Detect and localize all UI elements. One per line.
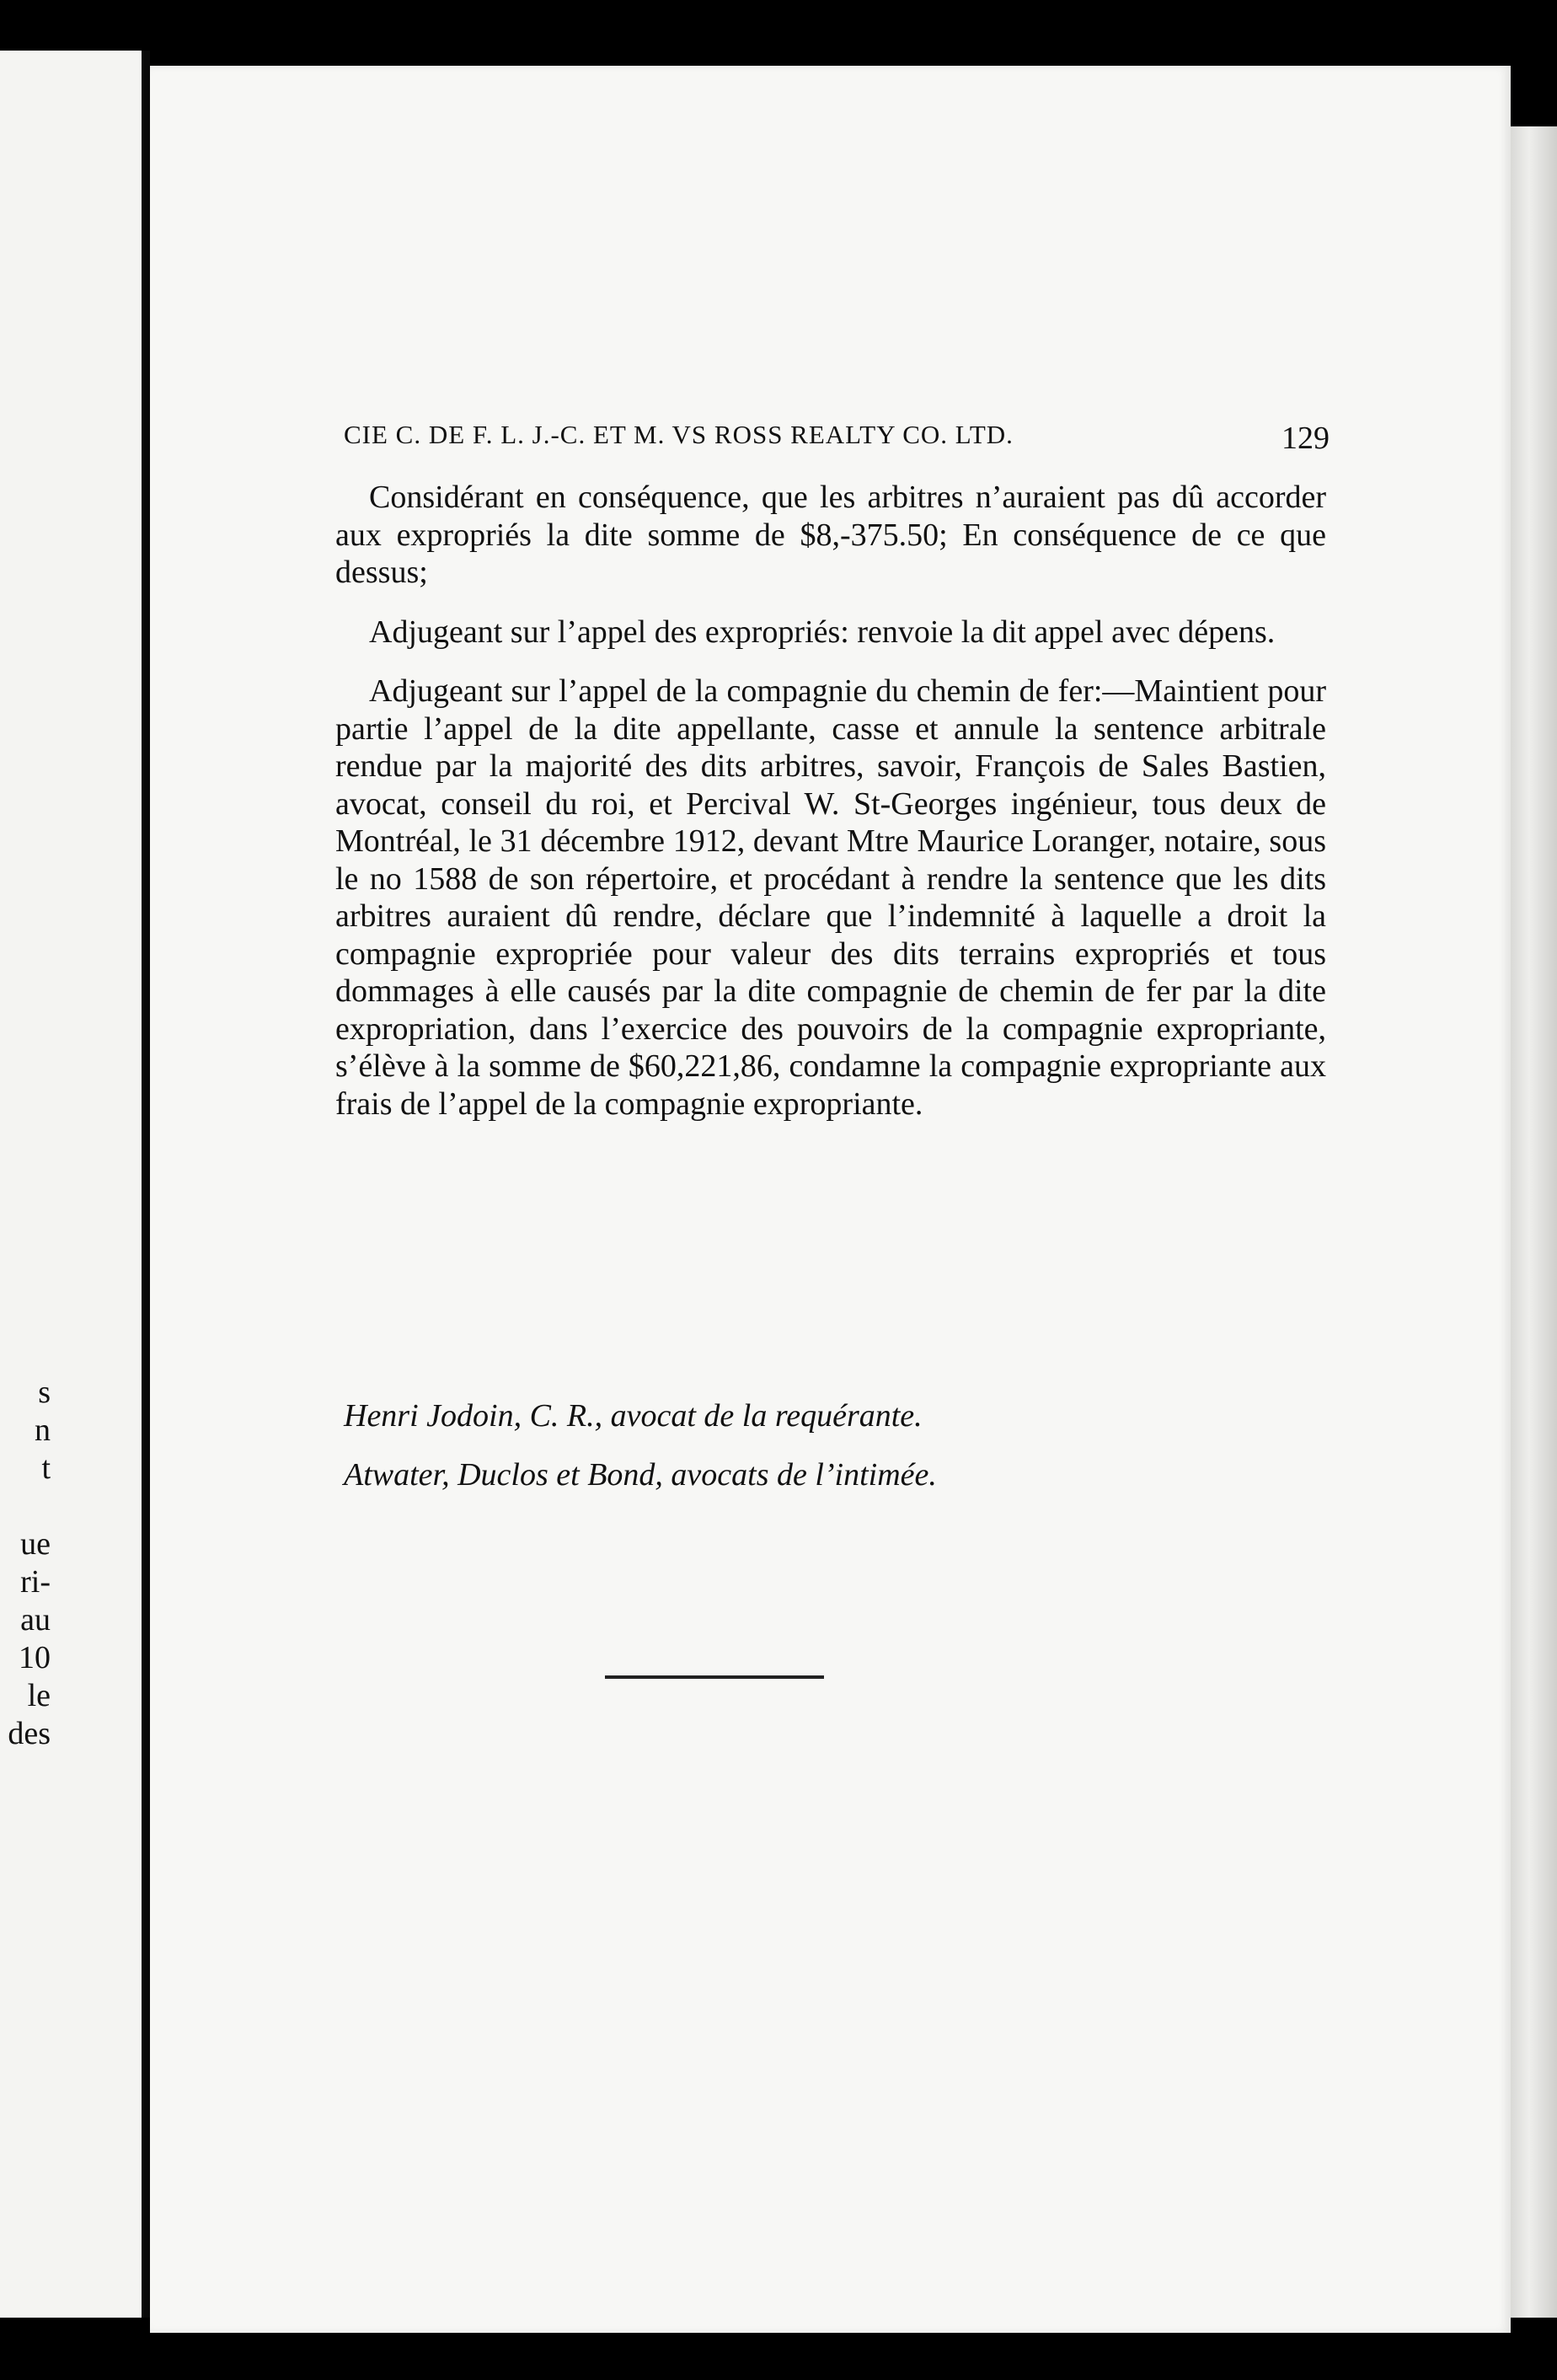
fragment-line: 10	[19, 1640, 51, 1675]
fragment-line	[0, 1488, 51, 1525]
end-rule	[605, 1675, 824, 1679]
fragment-line: s	[38, 1375, 51, 1410]
previous-page-text	[0, 1374, 51, 1753]
fragment-line: t	[41, 1450, 51, 1486]
paragraph: Adjugeant sur l’appel des expropriés: renvoie la dit appel avec dépens.	[369, 614, 1276, 650]
fragment-line: au	[20, 1602, 51, 1638]
fragment-line: le	[27, 1678, 51, 1713]
fragment-line: ri-	[20, 1564, 51, 1600]
fragment-line: n	[35, 1412, 51, 1448]
header-title: CIE C. DE F. L. J.-C. ET M. VS ROSS REALTY CO. LTD.	[344, 420, 1014, 449]
page-edge	[1511, 126, 1557, 2318]
paragraph: Adjugeant sur l’appel de la compagnie du chemin de fer:—Maintient pour partie l’appel de la dite appellante, casse et annule la sentence arbitrale rendue par la majorité des dits arbitres, savoir, François de Sales Bastien, avocat, conseil du roi, et Percival W. St-Georges ingénieur, tous deux de Montréal, le 31 décembre 1912, devant Mtre Maurice Loranger, notaire, sous le no 1588 de son répertoire, et procédant à rendre la sentence que les dits arbitres auraient dû rendre, déclare que l’indemnité à laquelle a droit la compagnie expropriée pour valeur des dits terrains expropriés et tous dommages à elle causés par la dite compagnie de chemin de fer par la dite expropriation, dans l’exercice des pouvoirs de la compagnie expropriante, s’élève à la somme de $60,221,86, condamne la compagnie expropriante aux frais de l’appel de la compagnie expropriante.	[335, 673, 1326, 1122]
body-text	[335, 479, 1326, 1144]
running-header	[344, 420, 1330, 457]
previous-page-fragment	[0, 51, 150, 2318]
signature-intimee: Atwater, Duclos et Bond, avocats de l’intimée.	[344, 1457, 937, 1493]
page-number: 129	[1281, 421, 1330, 456]
signature-requerante: Henri Jodoin, C. R., avocat de la requérante.	[344, 1398, 923, 1434]
paragraph: Considérant en conséquence, que les arbitres n’auraient pas dû accorder aux expropriés la dite somme de $8,-375.50; En conséquence de ce que dessus;	[335, 480, 1326, 590]
fragment-line: des	[8, 1716, 51, 1751]
fragment-line: ue	[20, 1526, 51, 1562]
book-page	[150, 66, 1511, 2333]
